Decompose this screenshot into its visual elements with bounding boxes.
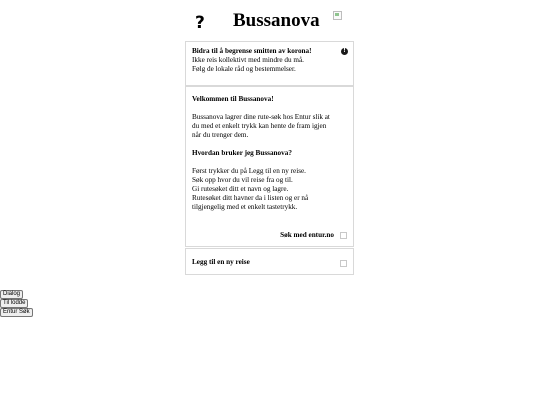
add-trip-label[interactable]: Legg til en ny reise xyxy=(192,258,250,266)
corona-line-2: Følg de lokale råd og bestemmelser. xyxy=(192,65,296,73)
dialog-button[interactable]: Dialog xyxy=(0,290,23,299)
welcome-intro-line: Bussanova lagrer dine rute-søk hos Entur slik at xyxy=(192,113,330,121)
app-title: Bussanova xyxy=(233,10,320,31)
howto-step: tilgjengelig med et enkelt tastetrykk. xyxy=(192,203,298,211)
howto-step: Først trykker du på Legg til en ny reise. xyxy=(192,167,306,175)
help-icon[interactable]: ? xyxy=(195,13,205,33)
howto-step: Gi rutesøket ditt et navn og lagre. xyxy=(192,185,289,193)
howto-heading: Hvordan bruker jeg Bussanova? xyxy=(192,149,292,157)
broken-image-icon xyxy=(333,11,342,20)
corona-notice-card xyxy=(185,41,354,86)
howto-step: Rutesøket ditt havner da i listen og er nå xyxy=(192,194,309,202)
entur-search-label: Søk med entur.no xyxy=(280,231,334,239)
alert-icon: ! xyxy=(341,48,348,55)
howto-step: Søk opp hvor du vil reise fra og til. xyxy=(192,176,293,184)
welcome-heading: Velkommen til Bussanova! xyxy=(192,95,274,103)
corona-heading: Bidra til å begrense smitten av korona! xyxy=(192,47,312,55)
entur-search-link[interactable] xyxy=(280,231,347,240)
entur-sok-button[interactable]: Entur Søk xyxy=(0,308,33,317)
welcome-intro-line: du med et enkelt trykk kan hente de fram igjen xyxy=(192,122,327,130)
welcome-intro-line: når du trenger dem. xyxy=(192,131,249,139)
add-trip-card[interactable] xyxy=(185,248,354,275)
til-lodde-button[interactable]: Til lodde xyxy=(0,299,28,308)
add-trip-icon xyxy=(340,260,347,267)
app-header xyxy=(0,8,540,36)
external-link-icon xyxy=(340,232,347,239)
welcome-card xyxy=(185,86,354,247)
corona-line-1: Ikke reis kollektivt med mindre du må. xyxy=(192,56,304,64)
